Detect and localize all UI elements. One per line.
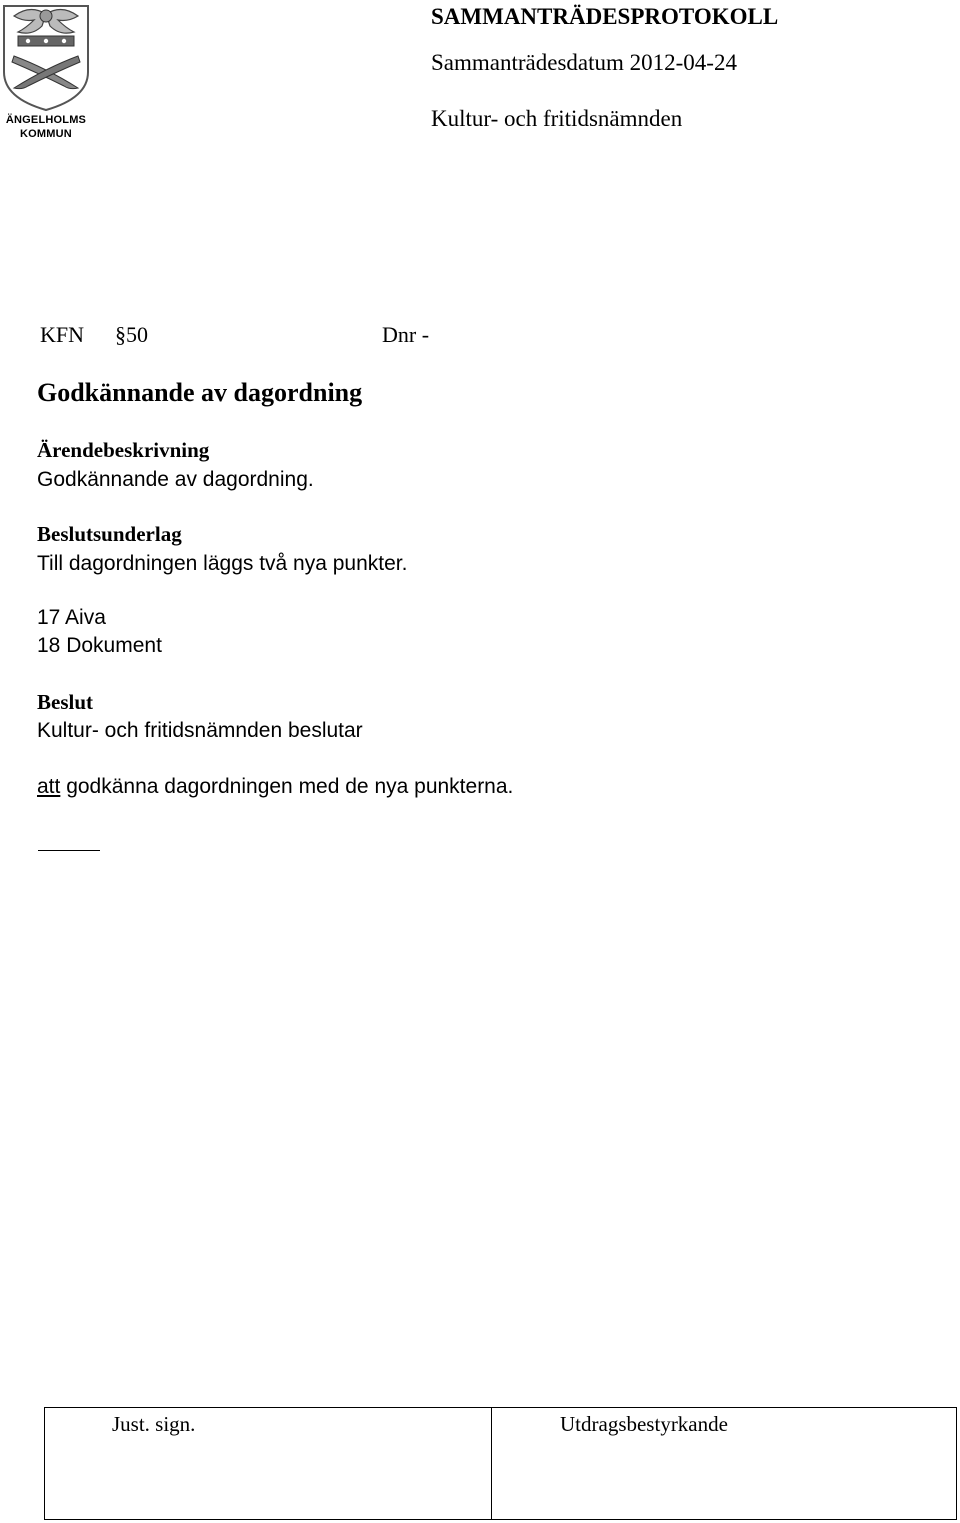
decision-heading: Beslut [37,690,94,714]
certification-label: Utdragsbestyrkande [560,1412,728,1436]
signature-table [44,1407,957,1520]
meeting-date: Sammanträdesdatum 2012-04-24 [431,50,737,75]
decision-intro: Kultur- och fritidsnämnden beslutar [37,719,363,742]
decision-text [37,775,513,799]
logo-text-line2: KOMMUN [20,128,72,140]
signature-divider [491,1408,492,1519]
item-prefix: KFN [40,322,85,347]
diary-number: Dnr - [382,322,430,347]
board-name: Kultur- och fritidsnämnden [431,106,683,131]
municipality-logo [0,2,92,146]
description-heading: Ärendebeskrivning [37,438,210,462]
document-title: SAMMANTRÄDESPROTOKOLL [431,4,779,29]
end-rule [38,850,100,851]
basis-text: Till dagordningen läggs två nya punkter. [37,552,408,575]
coat-of-arms-icon [0,2,92,114]
new-point-item: 17 Aiva [37,606,106,629]
decision-att: att [37,775,61,798]
decision-body: godkänna dagordningen med de nya punkterna. [60,775,514,798]
item-title: Godkännande av dagordning [37,378,363,407]
logo-text-line1: ÄNGELHOLMS [5,114,87,126]
new-point-item: 18 Dokument [37,634,162,657]
basis-heading: Beslutsunderlag [37,522,182,546]
just-sign-label: Just. sign. [112,1412,196,1436]
paragraph-number: §50 [115,322,148,347]
description-text: Godkännande av dagordning. [37,468,314,491]
